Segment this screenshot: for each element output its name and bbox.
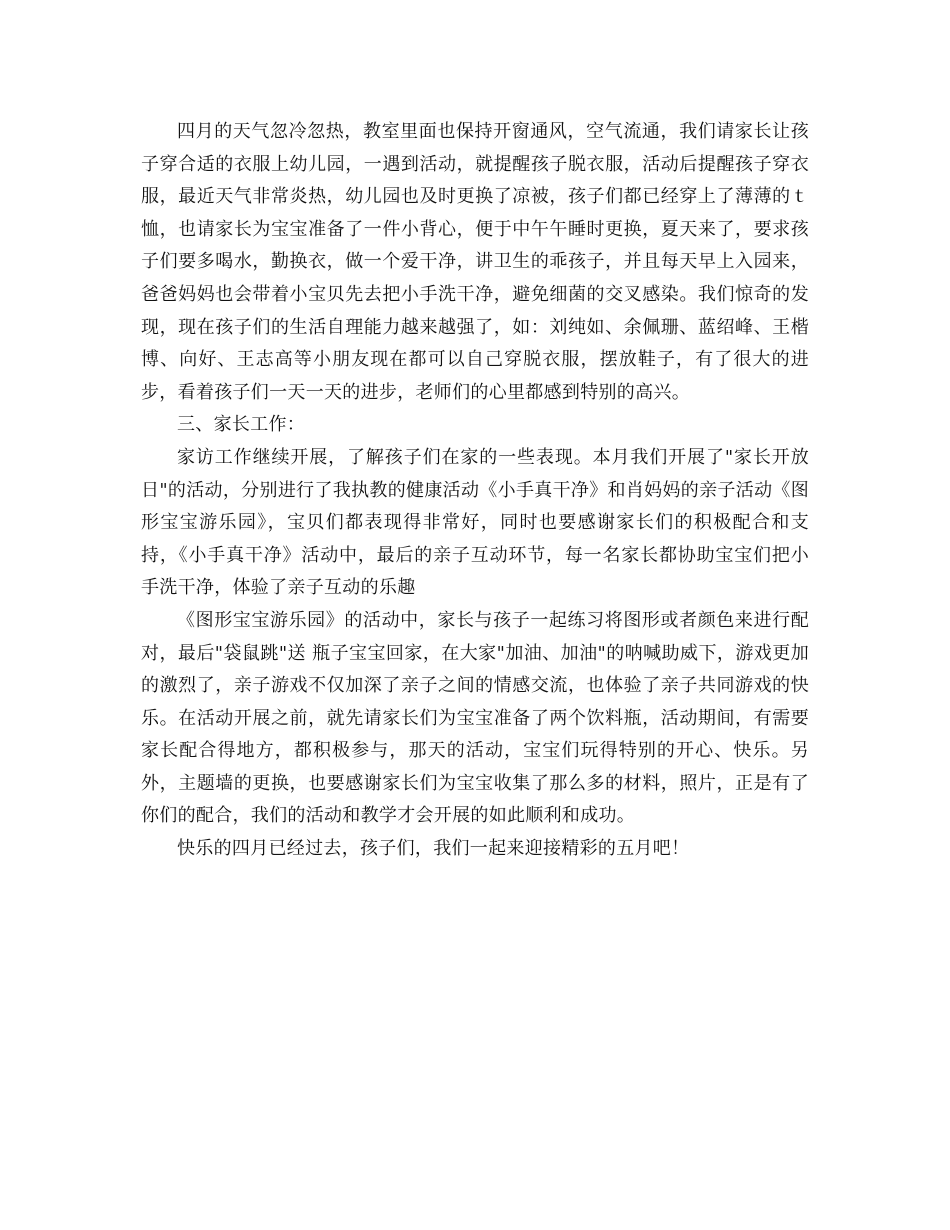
document-body bbox=[141, 116, 809, 866]
paragraph-open-day: 家访工作继续开展，了解孩子们在家的一些表现。本月我们开展了"家长开放日"的活动，分别进行了我执教的健康活动《小手真干净》和肖妈妈的亲子活动《图形宝宝游乐园》，宝贝们都表现得非常好，同时也要感谢家长们的积极配合和支持，《小手真干净》活动中，最后的亲子互动环节，每一名家长都协助宝宝们把小手洗干净，体验了亲子互动的乐趣 bbox=[141, 446, 809, 599]
paragraph-closing: 快乐的四月已经过去，孩子们，我们一起来迎接精彩的五月吧！ bbox=[177, 838, 690, 860]
section-heading-parent-work: 三、家长工作： bbox=[177, 414, 306, 436]
paragraph-shape-activity: 《图形宝宝游乐园》的活动中，家长与孩子一起练习将图形或者颜色来进行配对，最后"袋鼠跳"送 瓶子宝宝回家，在大家"加油、加油"的呐喊助威下，游戏更加的激烈了，亲子游戏不仅加深了亲子之间的情感交流，也体验了亲子共同游戏的快乐。在活动开展之前，就先请家长们为宝宝准备了两个饮料瓶，活动期间，有需要家长配合得地方，都积极参与，那天的活动，宝宝们玩得特别的开心、快乐。另外，主题墙的更换，也要感谢家长们为宝宝收集了那么多的材料，照片，正是有了你们的配合，我们的活动和教学才会开展的如此顺利和成功。 bbox=[141, 609, 809, 827]
paragraph-health-care: 四月的天气忽冷忽热，教室里面也保持开窗通风，空气流通，我们请家长让孩子穿合适的衣服上幼儿园，一遇到活动，就提醒孩子脱衣服，活动后提醒孩子穿衣服，最近天气非常炎热，幼儿园也及时更换了凉被，孩子们都已经穿上了薄薄的ｔ恤，也请家长为宝宝准备了一件小背心，便于中午午睡时更换，夏天来了，要求孩子们要多喝水，勤换衣，做一个爱干净，讲卫生的乖孩子，并且每天早上入园来，爸爸妈妈也会带着小宝贝先去把小手洗干净，避免细菌的交叉感染。我们惊奇的发现，现在孩子们的生活自理能力越来越强了，如：刘纯如、余佩珊、蓝绍峰、王楷博、向好、王志高等小朋友现在都可以自己穿脱衣服，摆放鞋子，有了很大的进步，看着孩子们一天一天的进步，老师们的心里都感到特别的高兴。 bbox=[141, 121, 809, 403]
